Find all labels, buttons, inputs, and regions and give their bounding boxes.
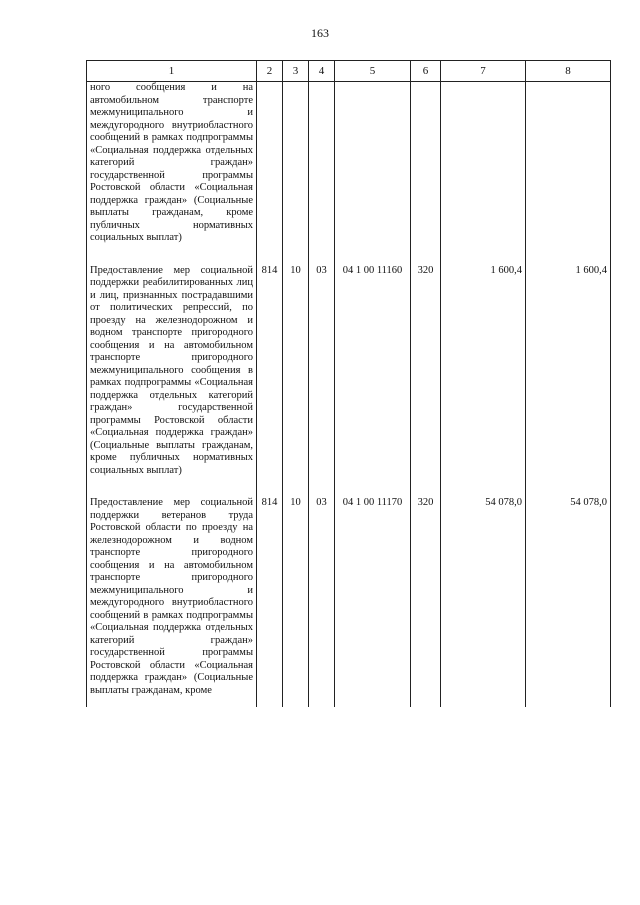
cell-amount-1: 54 078,0	[441, 487, 526, 707]
header-col-5: 5	[335, 61, 411, 82]
row-description: Предоставление мер социальной поддержки реабилитированных лиц и лиц, признанных пострадавшими от политических репрессий, по проезду на железнодорожном и водном транспорте пригородного сообщения и на автомобильном транспорте пригородного межмуниципального сообщения в рамках подпрограммы «Социальная поддержка отдельных категорий граждан» государственной программы Ростовской области «Социальная поддержка граждан» (Социальные выплаты гражданам, кроме публичных нормативных социальных выплат)	[87, 255, 257, 488]
cell-expense-type: 320	[411, 255, 441, 488]
table-row	[87, 255, 611, 488]
cell-amount-1: 1 600,4	[441, 255, 526, 488]
cell-section: 10	[283, 255, 309, 488]
row-description: Предоставление мер социальной поддержки ветеранов труда Ростовской области по проезду на железнодорожном и водном транспорте пригородного сообщения и на автомобильном транспорте пригородного межмуниципального и междугородного внутриобластного сообщений в рамках подпрограммы «Социальная поддержка отдельных категорий граждан» государственной программы Ростовской области «Социальная поддержка граждан» (Социальные выплаты гражданам, кроме	[87, 487, 257, 707]
cell-amount-1	[441, 82, 526, 255]
cell-subsection: 03	[309, 255, 335, 488]
cell-amount-2	[526, 82, 611, 255]
cell-target-article: 04 1 00 11160	[335, 255, 411, 488]
budget-table	[86, 60, 611, 707]
cell-ministry-code: 814	[257, 487, 283, 707]
cell-section: 10	[283, 487, 309, 707]
header-col-8: 8	[526, 61, 611, 82]
cell-expense-type: 320	[411, 487, 441, 707]
header-col-6: 6	[411, 61, 441, 82]
cell-subsection: 03	[309, 487, 335, 707]
row-description: ного сообщения и на автомобильном транспорте межмуниципального и междугородного внутриобластного сообщений в рамках подпрограммы «Социальная поддержка отдельных категорий граждан» государственной программы Ростовской области «Социальная поддержка граждан» (Социальные выплаты гражданам, кроме публичных нормативных социальных выплат)	[87, 82, 257, 255]
cell-target-article: 04 1 00 11170	[335, 487, 411, 707]
cell-amount-2: 1 600,4	[526, 255, 611, 488]
cell-target-article	[335, 82, 411, 255]
header-col-1: 1	[87, 61, 257, 82]
header-row	[87, 61, 611, 82]
table-row	[87, 82, 611, 255]
cell-subsection	[309, 82, 335, 255]
table-row	[87, 487, 611, 707]
header-col-4: 4	[309, 61, 335, 82]
cell-section	[283, 82, 309, 255]
cell-amount-2: 54 078,0	[526, 487, 611, 707]
cell-expense-type	[411, 82, 441, 255]
cell-ministry-code: 814	[257, 255, 283, 488]
cell-ministry-code	[257, 82, 283, 255]
page-number: 163	[311, 26, 329, 40]
header-col-3: 3	[283, 61, 309, 82]
header-col-2: 2	[257, 61, 283, 82]
header-col-7: 7	[441, 61, 526, 82]
